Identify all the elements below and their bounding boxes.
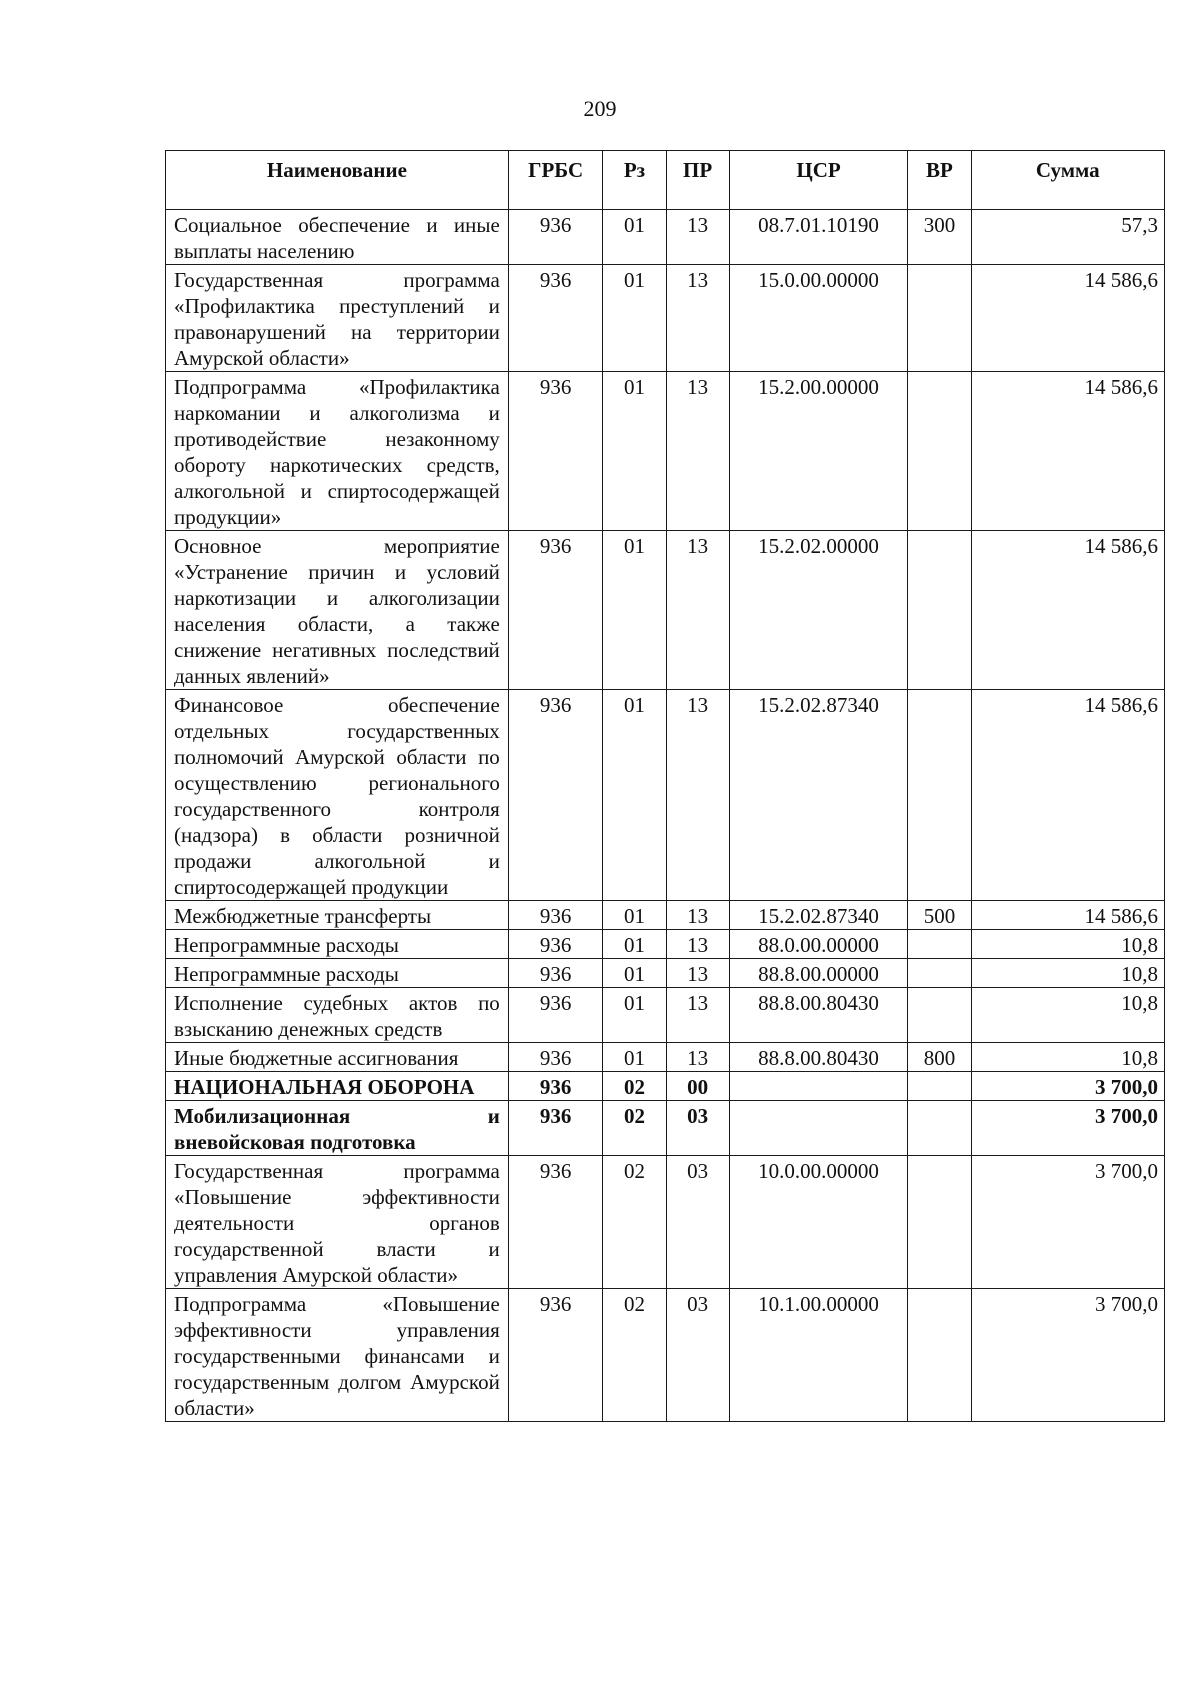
cell-rz: 01 <box>603 690 666 901</box>
cell-vr: 500 <box>908 901 971 930</box>
cell-csr: 15.0.00.00000 <box>729 265 908 372</box>
cell-sum: 3 700,0 <box>971 1101 1165 1156</box>
cell-csr: 15.2.02.87340 <box>729 690 908 901</box>
cell-grbs: 936 <box>508 930 603 959</box>
cell-name: Финансовое обеспечение отдельных государственных полномочий Амурской области по осуществлению регионального государственного контроля (надзора) в области розничной продажи алкогольной и спиртосодержащей продукции <box>166 690 509 901</box>
cell-name: Мобилизационная и вневойсковая подготовка <box>166 1101 509 1156</box>
cell-vr <box>908 531 971 690</box>
table-row <box>166 959 1165 988</box>
cell-pr: 03 <box>666 1289 729 1422</box>
cell-pr: 13 <box>666 690 729 901</box>
cell-grbs: 936 <box>508 1289 603 1422</box>
cell-name: Социальное обеспечение и иные выплаты населению <box>166 210 509 265</box>
cell-name: Межбюджетные трансферты <box>166 901 509 930</box>
cell-grbs: 936 <box>508 1043 603 1072</box>
cell-vr <box>908 930 971 959</box>
table-header-row <box>166 151 1165 210</box>
cell-vr <box>908 1289 971 1422</box>
cell-rz: 02 <box>603 1156 666 1289</box>
cell-pr: 13 <box>666 265 729 372</box>
cell-grbs: 936 <box>508 1101 603 1156</box>
cell-csr: 88.8.00.80430 <box>729 1043 908 1072</box>
table-row <box>166 690 1165 901</box>
table-row <box>166 1289 1165 1422</box>
header-csr: ЦСР <box>729 151 908 210</box>
cell-pr: 13 <box>666 959 729 988</box>
header-name: Наименование <box>166 151 509 210</box>
cell-sum: 14 586,6 <box>971 265 1165 372</box>
cell-name: Исполнение судебных актов по взысканию денежных средств <box>166 988 509 1043</box>
page-number: 209 <box>583 96 617 121</box>
cell-grbs: 936 <box>508 531 603 690</box>
cell-sum: 57,3 <box>971 210 1165 265</box>
cell-name: Непрограммные расходы <box>166 959 509 988</box>
cell-rz: 01 <box>603 901 666 930</box>
cell-pr: 03 <box>666 1156 729 1289</box>
cell-rz: 01 <box>603 959 666 988</box>
cell-rz: 01 <box>603 531 666 690</box>
cell-vr <box>908 265 971 372</box>
cell-sum: 10,8 <box>971 930 1165 959</box>
cell-csr: 88.8.00.00000 <box>729 959 908 988</box>
cell-name: НАЦИОНАЛЬНАЯ ОБОРОНА <box>166 1072 509 1101</box>
cell-pr: 13 <box>666 531 729 690</box>
cell-rz: 01 <box>603 1043 666 1072</box>
cell-vr <box>908 988 971 1043</box>
cell-sum: 14 586,6 <box>971 372 1165 531</box>
table-row <box>166 930 1165 959</box>
cell-csr: 10.0.00.00000 <box>729 1156 908 1289</box>
cell-csr <box>729 1101 908 1156</box>
table-row <box>166 1101 1165 1156</box>
cell-name: Подпрограмма «Профилактика наркомании и алкоголизма и противодействие незаконному обороту наркотических средств, алкогольной и спиртосодержащей продукции» <box>166 372 509 531</box>
cell-pr: 13 <box>666 988 729 1043</box>
header-vr: ВР <box>908 151 971 210</box>
cell-csr <box>729 1072 908 1101</box>
cell-rz: 01 <box>603 930 666 959</box>
table-row <box>166 901 1165 930</box>
cell-grbs: 936 <box>508 265 603 372</box>
cell-vr <box>908 372 971 531</box>
header-grbs: ГРБС <box>508 151 603 210</box>
cell-sum: 10,8 <box>971 959 1165 988</box>
cell-sum: 14 586,6 <box>971 901 1165 930</box>
header-pr: ПР <box>666 151 729 210</box>
cell-vr <box>908 1101 971 1156</box>
cell-pr: 13 <box>666 372 729 531</box>
cell-name: Подпрограмма «Повышение эффективности управления государственными финансами и государственным долгом Амурской области» <box>166 1289 509 1422</box>
cell-name: Государственная программа «Повышение эффективности деятельности органов государственной власти и управления Амурской области» <box>166 1156 509 1289</box>
header-sum: Сумма <box>971 151 1165 210</box>
header-rz: Рз <box>603 151 666 210</box>
cell-grbs: 936 <box>508 901 603 930</box>
cell-sum: 3 700,0 <box>971 1289 1165 1422</box>
cell-rz: 02 <box>603 1101 666 1156</box>
cell-vr: 800 <box>908 1043 971 1072</box>
cell-csr: 88.0.00.00000 <box>729 930 908 959</box>
cell-pr: 13 <box>666 1043 729 1072</box>
table-row <box>166 531 1165 690</box>
cell-name: Иные бюджетные ассигнования <box>166 1043 509 1072</box>
budget-table <box>165 150 1165 1422</box>
cell-vr <box>908 1072 971 1101</box>
cell-sum: 14 586,6 <box>971 531 1165 690</box>
cell-grbs: 936 <box>508 1156 603 1289</box>
cell-rz: 01 <box>603 988 666 1043</box>
cell-sum: 10,8 <box>971 1043 1165 1072</box>
cell-name: Государственная программа «Профилактика преступлений и правонарушений на территории Амурской области» <box>166 265 509 372</box>
cell-vr <box>908 690 971 901</box>
cell-rz: 01 <box>603 265 666 372</box>
cell-vr <box>908 1156 971 1289</box>
cell-grbs: 936 <box>508 1072 603 1101</box>
cell-csr: 08.7.01.10190 <box>729 210 908 265</box>
table-row <box>166 1156 1165 1289</box>
cell-pr: 13 <box>666 210 729 265</box>
cell-pr: 03 <box>666 1101 729 1156</box>
cell-grbs: 936 <box>508 210 603 265</box>
table-row <box>166 372 1165 531</box>
cell-rz: 01 <box>603 372 666 531</box>
cell-pr: 00 <box>666 1072 729 1101</box>
cell-grbs: 936 <box>508 959 603 988</box>
cell-name: Основное мероприятие «Устранение причин и условий наркотизации и алкоголизации населения области, а также снижение негативных последствий данных явлений» <box>166 531 509 690</box>
table-row <box>166 210 1165 265</box>
cell-rz: 01 <box>603 210 666 265</box>
cell-sum: 3 700,0 <box>971 1156 1165 1289</box>
cell-pr: 13 <box>666 901 729 930</box>
cell-grbs: 936 <box>508 690 603 901</box>
table-row <box>166 265 1165 372</box>
cell-vr <box>908 959 971 988</box>
table-row <box>166 988 1165 1043</box>
cell-csr: 15.2.00.00000 <box>729 372 908 531</box>
cell-pr: 13 <box>666 930 729 959</box>
cell-csr: 10.1.00.00000 <box>729 1289 908 1422</box>
table-body <box>166 210 1165 1422</box>
cell-csr: 15.2.02.87340 <box>729 901 908 930</box>
cell-csr: 15.2.02.00000 <box>729 531 908 690</box>
cell-sum: 10,8 <box>971 988 1165 1043</box>
cell-name: Непрограммные расходы <box>166 930 509 959</box>
cell-grbs: 936 <box>508 372 603 531</box>
table-row <box>166 1043 1165 1072</box>
cell-csr: 88.8.00.80430 <box>729 988 908 1043</box>
cell-grbs: 936 <box>508 988 603 1043</box>
cell-sum: 3 700,0 <box>971 1072 1165 1101</box>
cell-vr: 300 <box>908 210 971 265</box>
cell-rz: 02 <box>603 1289 666 1422</box>
table-row <box>166 1072 1165 1101</box>
cell-sum: 14 586,6 <box>971 690 1165 901</box>
cell-rz: 02 <box>603 1072 666 1101</box>
